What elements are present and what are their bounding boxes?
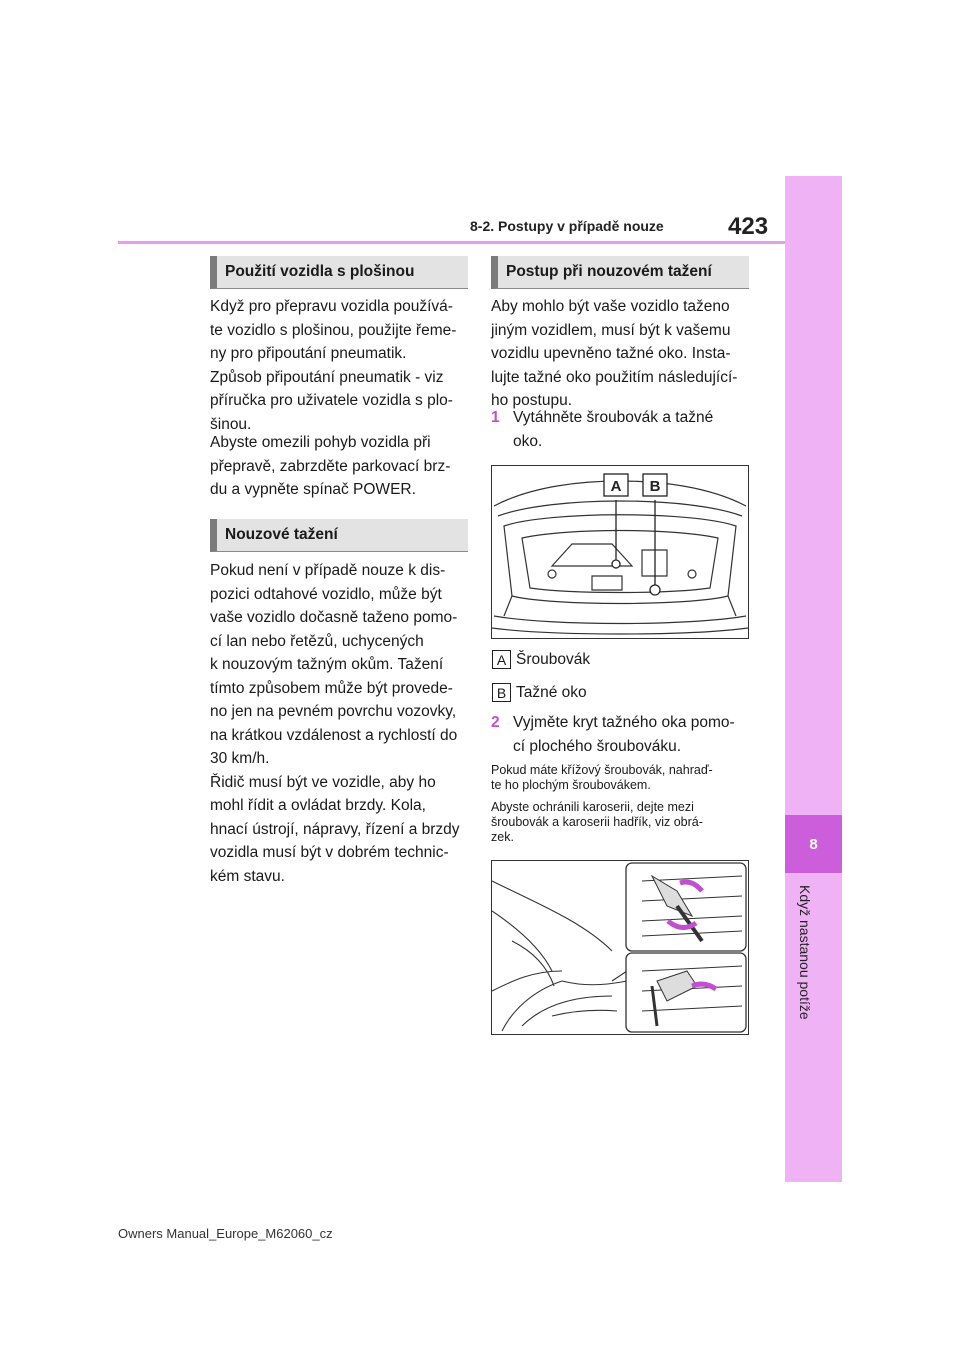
legend-key-b: B bbox=[492, 683, 511, 702]
chapter-number-badge: 8 bbox=[785, 815, 842, 873]
paragraph-towing-eye-intro: Aby mohlo být vaše vozidlo taženo jiným vozidlem, musí být k vašemu vozidlu upevněno tažné oko. Insta- lujte tažné oko použitím následující- ho postupu. bbox=[491, 298, 738, 409]
figure-luggage-compartment bbox=[491, 465, 749, 639]
step-text: Vytáhněte šroubovák a tažné oko. bbox=[513, 409, 714, 450]
callout-b-label: B bbox=[649, 478, 661, 495]
heading-platform-vehicle: Použití vozidla s plošinou bbox=[210, 256, 468, 289]
figure-towing-eye-cover bbox=[491, 860, 749, 1035]
step-number: 1 bbox=[491, 409, 500, 426]
footer-manual-id: Owners Manual_Europe_M62060_cz bbox=[118, 1226, 333, 1241]
paragraph-emergency-towing: Pokud není v případě nouze k dis- pozici odtahové vozidlo, může být vaše vozidlo dočasně taženo pomo- cí lan nebo řetězů, uchycených k nouzovým tažným okům. Tažení tímto způsobem může být provede- no jen na pevném povrchu vozovky, na krátkou vzdálenost a rychlostí do 30 km/h. Řidič musí být ve vozidle, aby ho mohl řídit a ovládat brzdy. Kola, hnací ústrojí, nápravy, řízení a brzdy vozidla musí být v dobrém technic- kém stavu. bbox=[210, 562, 460, 885]
chapter-title-vertical: Když nastanou potíže bbox=[797, 885, 813, 1020]
paragraph-parking-brake: Abyste omezili pohyb vozidla při přepravě, zabrzděte parkovací brz- du a vypněte spínač POWER. bbox=[210, 434, 451, 498]
note-phillips-screwdriver: Pokud máte křížový šroubovák, nahraď- te ho plochým šroubovákem. bbox=[491, 763, 713, 792]
legend-item-b bbox=[492, 683, 587, 702]
legend-item-a bbox=[492, 650, 590, 669]
legend-key-a: A bbox=[492, 650, 511, 669]
legend-text-a: Šroubovák bbox=[516, 650, 591, 668]
towing-eye-cover-illustration bbox=[492, 861, 748, 1034]
page-number: 423 bbox=[728, 213, 769, 240]
step-text: Vyjměte kryt tažného oka pomo- cí plochého šroubováku. bbox=[513, 714, 735, 755]
step-number: 2 bbox=[491, 714, 500, 731]
chapter-side-tab bbox=[785, 176, 842, 1182]
paragraph-platform-straps: Když pro přepravu vozidla používá- te vozidlo s plošinou, použijte řeme- ny pro připoutání pneumatik. Způsob připoutání pneumatik - viz příručka pro uživatele vozidla s plo- šinou. bbox=[210, 298, 457, 433]
step-1 bbox=[491, 406, 761, 453]
header-divider bbox=[118, 241, 785, 244]
section-title: 8-2. Postupy v případě nouze bbox=[470, 218, 664, 234]
note-protect-body: Abyste ochránili karoserii, dejte mezi šroubovák a karoserii hadřík, viz obrá- zek. bbox=[491, 800, 703, 844]
heading-towing-procedure: Postup při nouzovém tažení bbox=[491, 256, 749, 289]
heading-emergency-towing: Nouzové tažení bbox=[210, 519, 468, 552]
step-2 bbox=[491, 711, 761, 758]
legend-text-b: Tažné oko bbox=[516, 683, 587, 701]
callout-a-label: A bbox=[610, 478, 622, 495]
luggage-compartment-illustration bbox=[492, 466, 748, 638]
